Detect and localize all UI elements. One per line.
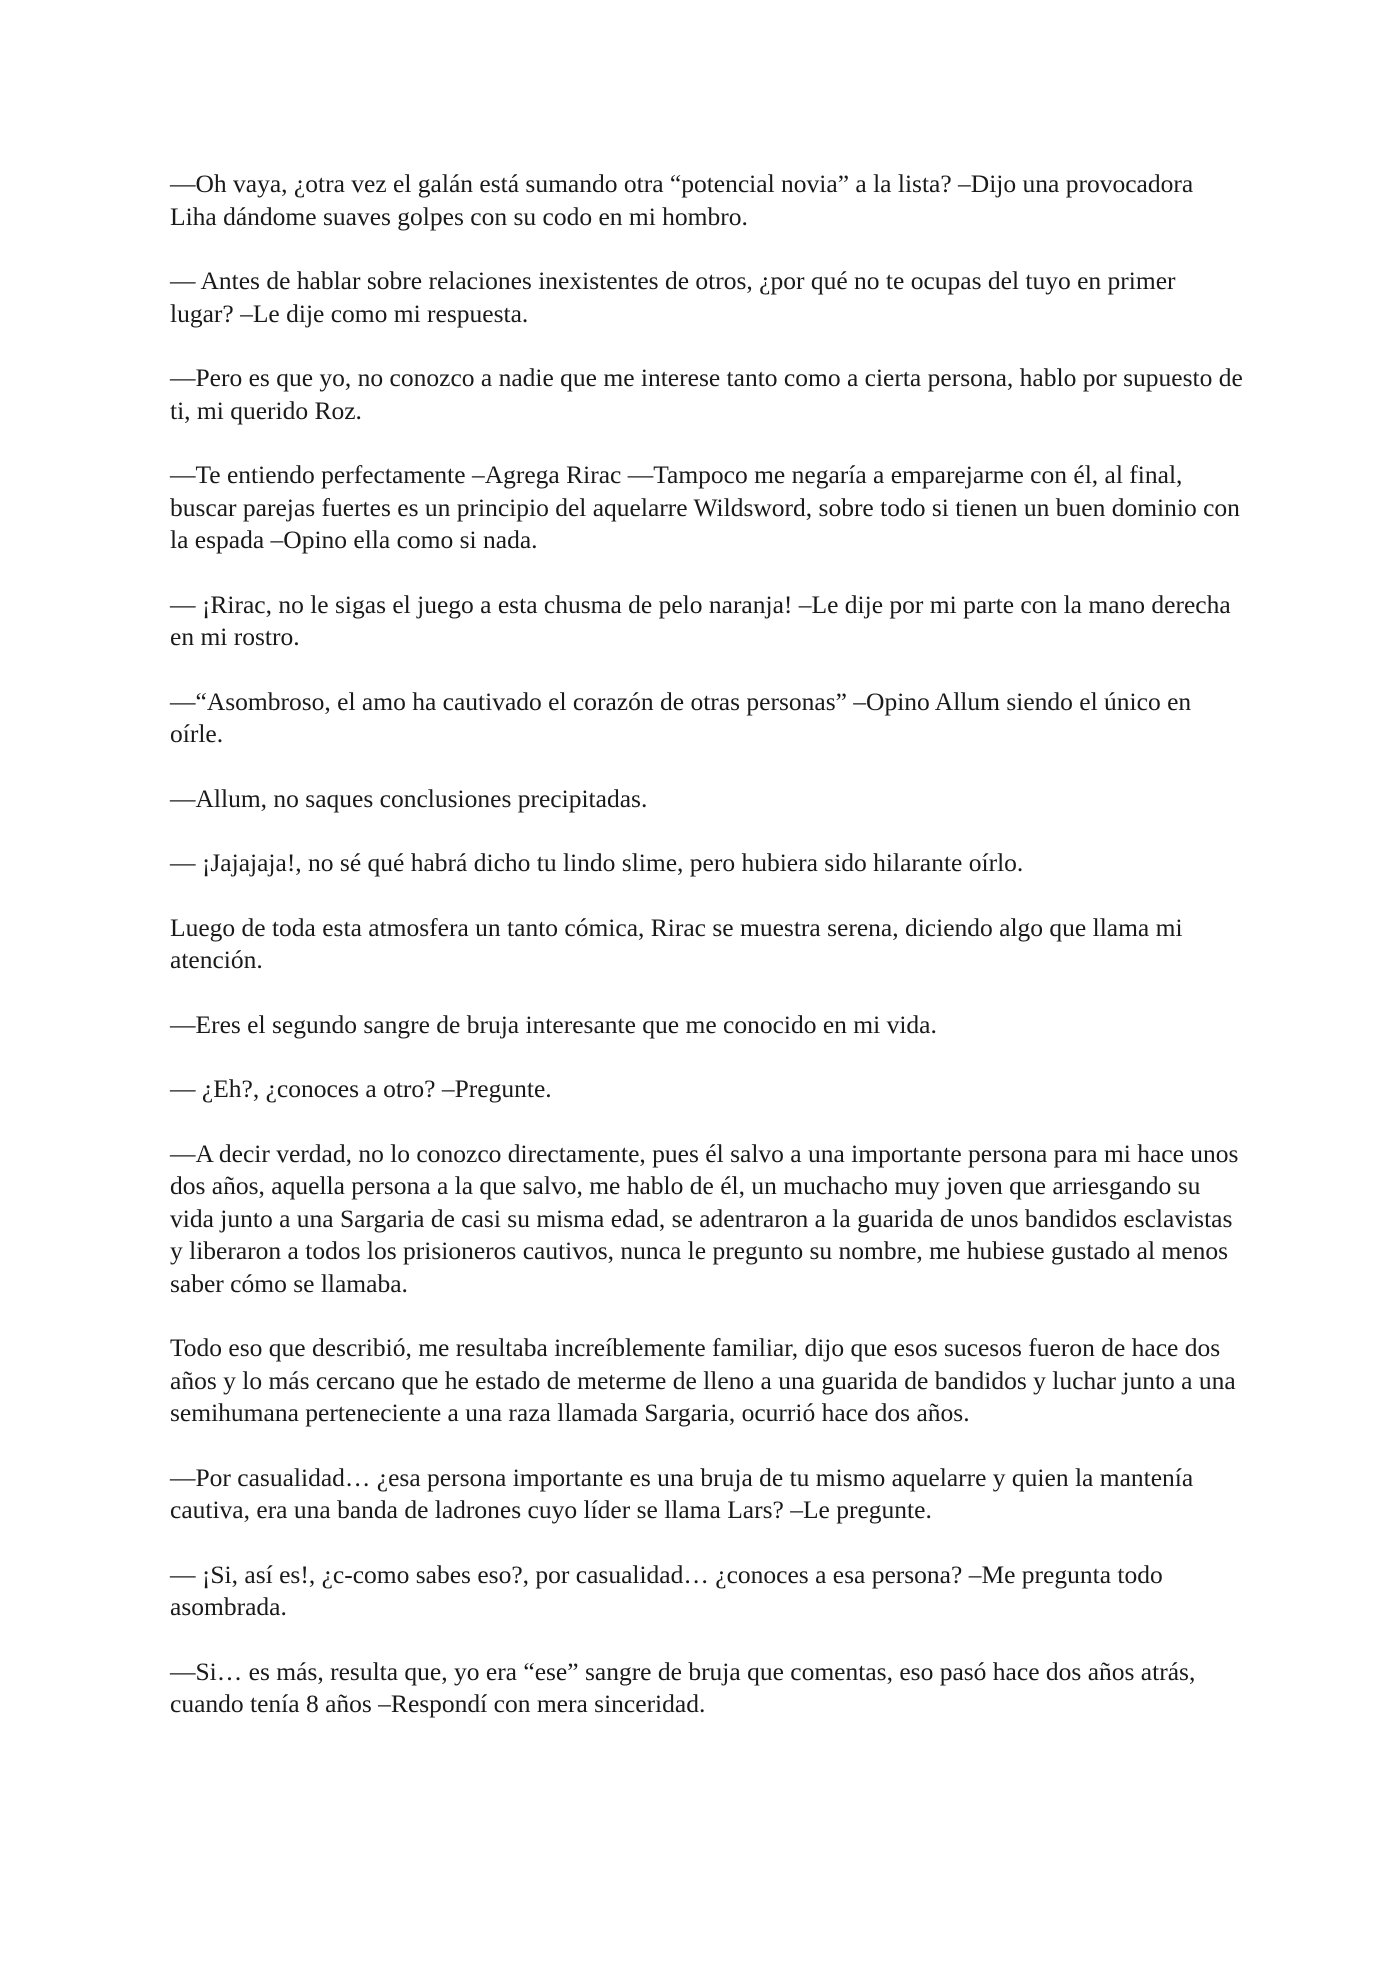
paragraph: —Oh vaya, ¿otra vez el galán está sumando otra “potencial novia” a la lista? –Dijo una provocadora Liha dándome suaves golpes con su codo en mi hombro. bbox=[170, 169, 1194, 231]
paragraph: —Por casualidad… ¿esa persona importante es una bruja de tu mismo aquelarre y quien la mantenía cautiva, era una banda de ladrones cuyo líder se llama Lars? –Le pregunte. bbox=[170, 1462, 1194, 1524]
paragraph: — ¡Jajajaja!, no sé qué habrá dicho tu lindo slime, pero hubiera sido hilarante oírlo. bbox=[170, 848, 1024, 877]
paragraph: Todo eso que describió, me resultaba increíblemente familiar, dijo que esos sucesos fueron de hace dos años y lo más cercano que he estado de meterme de lleno a una guarida de bandidos y luchar junto a una semihumana perteneciente a una raza llamada Sargaria, ocurrió hace dos años. bbox=[170, 1333, 1236, 1427]
paragraph: —Si… es más, resulta que, yo era “ese” sangre de bruja que comentas, eso pasó hace dos años atrás, cuando tenía 8 años –Respondí con mera sinceridad. bbox=[170, 1656, 1196, 1718]
document-page bbox=[170, 168, 1245, 1753]
paragraph: —Te entiendo perfectamente –Agrega Rirac —Tampoco me negaría a emparejarme con él, al final, buscar parejas fuertes es un principio del aquelarre Wildsword, sobre todo si tienen un buen dominio con la espada –Opino ella como si nada. bbox=[170, 460, 1240, 554]
paragraph: —A decir verdad, no lo conozco directamente, pues él salvo a una importante persona para mi hace unos dos años, aquella persona a la que salvo, me hablo de él, un muchacho muy joven que arriesgando su vida junto a una Sargaria de casi su misma edad, se adentraron a la guarida de unos bandidos esclavistas y liberaron a todos los prisioneros cautivos, nunca le pregunto su nombre, me hubiese gustado al menos saber cómo se llamaba. bbox=[170, 1138, 1239, 1298]
paragraph: Luego de toda esta atmosfera un tanto cómica, Rirac se muestra serena, diciendo algo que llama mi atención. bbox=[170, 912, 1183, 974]
paragraph: —“Asombroso, el amo ha cautivado el corazón de otras personas” –Opino Allum siendo el único en oírle. bbox=[170, 686, 1192, 748]
paragraph: — ¡Rirac, no le sigas el juego a esta chusma de pelo naranja! –Le dije por mi parte con la mano derecha en mi rostro. bbox=[170, 589, 1231, 651]
paragraph: — ¿Eh?, ¿conoces a otro? –Pregunte. bbox=[170, 1074, 552, 1103]
paragraph: — ¡Si, así es!, ¿c-como sabes eso?, por casualidad… ¿conoces a esa persona? –Me pregunta todo asombrada. bbox=[170, 1559, 1163, 1621]
paragraph: —Allum, no saques conclusiones precipitadas. bbox=[170, 783, 648, 813]
paragraph: — Antes de hablar sobre relaciones inexistentes de otros, ¿por qué no te ocupas del tuyo en primer lugar? –Le dije como mi respuesta. bbox=[170, 266, 1176, 328]
paragraph: —Eres el segundo sangre de bruja interesante que me conocido en mi vida. bbox=[170, 1009, 937, 1039]
paragraph: —Pero es que yo, no conozco a nadie que me interese tanto como a cierta persona, hablo por supuesto de ti, mi querido Roz. bbox=[170, 363, 1243, 425]
